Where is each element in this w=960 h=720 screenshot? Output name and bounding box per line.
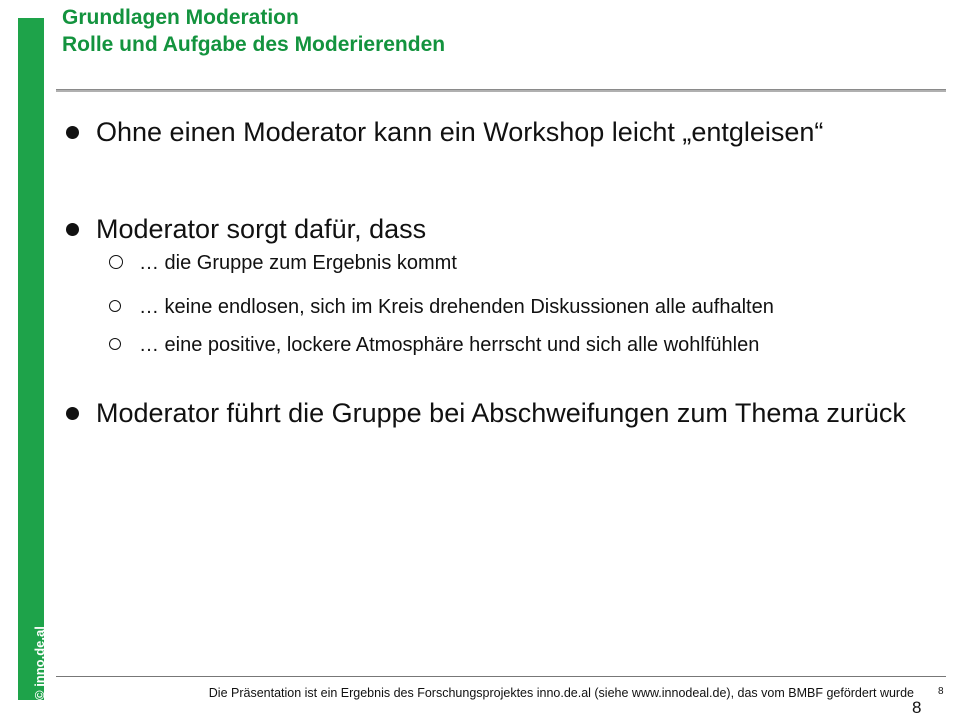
slide-subtitle: Rolle und Aufgabe des Moderierenden [62,33,446,56]
bullet-dot-icon [66,407,79,420]
sub-bullet-text: … eine positive, lockere Atmosphäre herrscht und sich alle wohlfühlen [139,334,760,356]
header-divider [56,89,946,92]
circle-bullet-icon [109,300,121,312]
copyright-text: © inno.de.al [32,626,47,700]
bullet-item [64,114,944,150]
bullet-text: Moderator sorgt dafür, dass [96,214,427,244]
footer-small-page-number: 8 [938,686,944,697]
footer-text: Die Präsentation ist ein Ergebnis des Forschungsprojektes inno.de.al (siehe www.innodeal.de), das vom BMBF gefördert wurde [208,686,914,700]
copyright-label [20,596,47,700]
slide-header [62,4,942,58]
slide-title: Grundlagen Moderation [62,6,299,29]
bullet-text: Moderator führt die Gruppe bei Abschweifungen zum Thema zurück [96,398,906,428]
circle-bullet-icon [109,255,123,269]
footer-divider [56,676,946,677]
page-number: 8 [912,698,922,717]
sub-bullet-text: … die Gruppe zum Ergebnis kommt [139,252,457,274]
sub-bullet-item [64,331,944,359]
sub-bullet-item [64,249,944,277]
sub-bullet-item [64,293,944,321]
bullet-item [64,395,944,431]
bullet-dot-icon [66,126,79,139]
bullet-dot-icon [66,223,79,236]
circle-bullet-icon [109,338,121,350]
bullet-text: Ohne einen Moderator kann ein Workshop leicht „entgleisen“ [96,117,824,147]
bullet-item [64,211,944,247]
bullet-list [64,108,944,431]
sub-bullet-text: … keine endlosen, sich im Kreis drehenden Diskussionen alle aufhalten [139,296,774,318]
